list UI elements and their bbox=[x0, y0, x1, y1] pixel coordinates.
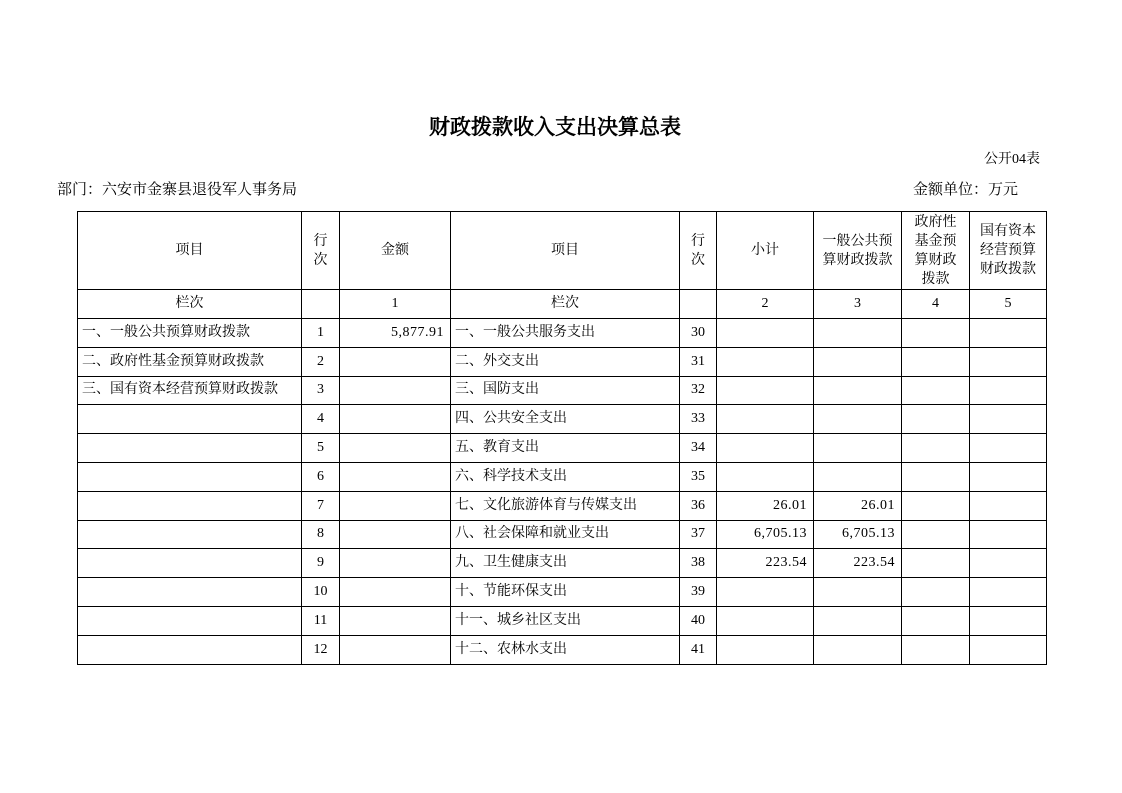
expense-item-cell: 十二、农林水支出 bbox=[451, 635, 680, 664]
header-label: 行次 bbox=[313, 233, 328, 268]
expense-line-cell: 37 bbox=[680, 520, 717, 549]
income-amount-cell: 5,877.91 bbox=[340, 319, 451, 348]
income-amount-cell bbox=[340, 347, 451, 376]
expense-line-cell: 40 bbox=[680, 606, 717, 635]
income-item-cell bbox=[78, 405, 302, 434]
table-row bbox=[78, 606, 1047, 635]
gov-fund-cell bbox=[902, 606, 970, 635]
header-gov-fund bbox=[902, 212, 970, 290]
subtotal-cell bbox=[717, 606, 814, 635]
index-gov-fund: 4 bbox=[902, 290, 970, 319]
income-line-cell: 11 bbox=[302, 606, 340, 635]
expense-item-cell: 十、节能环保支出 bbox=[451, 578, 680, 607]
gov-fund-cell bbox=[902, 319, 970, 348]
expense-line-cell: 31 bbox=[680, 347, 717, 376]
table-row bbox=[78, 635, 1047, 664]
subtotal-cell: 6,705.13 bbox=[717, 520, 814, 549]
state-capital-cell bbox=[970, 491, 1047, 520]
state-capital-cell bbox=[970, 520, 1047, 549]
gov-fund-cell bbox=[902, 347, 970, 376]
expense-item-cell: 三、国防支出 bbox=[451, 376, 680, 405]
expense-item-cell: 七、文化旅游体育与传媒支出 bbox=[451, 491, 680, 520]
income-amount-cell bbox=[340, 462, 451, 491]
income-item-cell bbox=[78, 606, 302, 635]
income-line-cell: 6 bbox=[302, 462, 340, 491]
income-amount-cell bbox=[340, 635, 451, 664]
general-budget-cell: 223.54 bbox=[814, 549, 902, 578]
header-row bbox=[78, 212, 1047, 290]
income-line-cell: 3 bbox=[302, 376, 340, 405]
expense-line-cell: 34 bbox=[680, 434, 717, 463]
header-general-budget bbox=[814, 212, 902, 290]
income-line-cell: 8 bbox=[302, 520, 340, 549]
income-item-cell bbox=[78, 434, 302, 463]
expense-line-cell: 36 bbox=[680, 491, 717, 520]
income-line-cell: 4 bbox=[302, 405, 340, 434]
table-body bbox=[78, 319, 1047, 665]
income-item-cell bbox=[78, 462, 302, 491]
income-item-cell bbox=[78, 491, 302, 520]
expense-item-cell: 五、教育支出 bbox=[451, 434, 680, 463]
expense-item-cell: 八、社会保障和就业支出 bbox=[451, 520, 680, 549]
income-amount-cell bbox=[340, 606, 451, 635]
income-line-cell: 2 bbox=[302, 347, 340, 376]
income-amount-cell bbox=[340, 491, 451, 520]
state-capital-cell bbox=[970, 434, 1047, 463]
income-amount-cell bbox=[340, 549, 451, 578]
subtotal-cell bbox=[717, 405, 814, 434]
table-row bbox=[78, 319, 1047, 348]
state-capital-cell bbox=[970, 462, 1047, 491]
index-income-amount: 1 bbox=[340, 290, 451, 319]
expense-line-cell: 38 bbox=[680, 549, 717, 578]
expense-item-cell: 九、卫生健康支出 bbox=[451, 549, 680, 578]
index-subtotal: 2 bbox=[717, 290, 814, 319]
income-line-cell: 5 bbox=[302, 434, 340, 463]
expense-line-cell: 41 bbox=[680, 635, 717, 664]
budget-summary-table bbox=[77, 211, 1047, 665]
income-item-cell bbox=[78, 549, 302, 578]
state-capital-cell bbox=[970, 376, 1047, 405]
gov-fund-cell bbox=[902, 434, 970, 463]
expense-item-cell: 四、公共安全支出 bbox=[451, 405, 680, 434]
general-budget-cell bbox=[814, 376, 902, 405]
subtotal-cell bbox=[717, 319, 814, 348]
expense-line-cell: 32 bbox=[680, 376, 717, 405]
gov-fund-cell bbox=[902, 549, 970, 578]
header-income-amount: 金额 bbox=[340, 212, 451, 290]
general-budget-cell bbox=[814, 434, 902, 463]
expense-line-cell: 30 bbox=[680, 319, 717, 348]
income-amount-cell bbox=[340, 520, 451, 549]
general-budget-cell bbox=[814, 405, 902, 434]
income-amount-cell bbox=[340, 578, 451, 607]
table-row bbox=[78, 347, 1047, 376]
income-item-cell: 一、一般公共预算财政拨款 bbox=[78, 319, 302, 348]
income-line-cell: 9 bbox=[302, 549, 340, 578]
income-line-cell: 1 bbox=[302, 319, 340, 348]
subtotal-cell bbox=[717, 434, 814, 463]
table-row bbox=[78, 405, 1047, 434]
income-line-cell: 12 bbox=[302, 635, 340, 664]
department-label: 部门：六安市金寨县退役军人事务局 bbox=[57, 182, 298, 198]
expense-line-cell: 39 bbox=[680, 578, 717, 607]
index-income-line bbox=[302, 290, 340, 319]
header-expense-line bbox=[680, 212, 717, 290]
income-item-cell bbox=[78, 520, 302, 549]
gov-fund-cell bbox=[902, 376, 970, 405]
header-subtotal: 小计 bbox=[717, 212, 814, 290]
index-income-item: 栏次 bbox=[78, 290, 302, 319]
subtotal-cell bbox=[717, 376, 814, 405]
table-row bbox=[78, 549, 1047, 578]
table-row bbox=[78, 376, 1047, 405]
amount-unit-label: 金额单位：万元 bbox=[913, 182, 1019, 198]
gov-fund-cell bbox=[902, 578, 970, 607]
page-title: 财政拨款收入支出决算总表 bbox=[429, 115, 681, 139]
table-row bbox=[78, 520, 1047, 549]
gov-fund-cell bbox=[902, 635, 970, 664]
subtotal-cell bbox=[717, 347, 814, 376]
state-capital-cell bbox=[970, 606, 1047, 635]
subtotal-cell bbox=[717, 462, 814, 491]
table-row bbox=[78, 462, 1047, 491]
table-row bbox=[78, 491, 1047, 520]
general-budget-cell bbox=[814, 578, 902, 607]
subtotal-cell: 223.54 bbox=[717, 549, 814, 578]
general-budget-cell: 6,705.13 bbox=[814, 520, 902, 549]
general-budget-cell bbox=[814, 462, 902, 491]
header-income-line bbox=[302, 212, 340, 290]
income-amount-cell bbox=[340, 405, 451, 434]
general-budget-cell bbox=[814, 347, 902, 376]
income-item-cell: 三、国有资本经营预算财政拨款 bbox=[78, 376, 302, 405]
state-capital-cell bbox=[970, 635, 1047, 664]
state-capital-cell bbox=[970, 347, 1047, 376]
income-amount-cell bbox=[340, 434, 451, 463]
subtotal-cell bbox=[717, 578, 814, 607]
header-income-item: 项目 bbox=[78, 212, 302, 290]
header-state-capital bbox=[970, 212, 1047, 290]
header-label: 一般公共预算财政拨款 bbox=[822, 233, 893, 268]
general-budget-cell bbox=[814, 606, 902, 635]
form-code: 公开04表 bbox=[984, 152, 1040, 167]
income-line-cell: 7 bbox=[302, 491, 340, 520]
general-budget-cell bbox=[814, 635, 902, 664]
expense-line-cell: 35 bbox=[680, 462, 717, 491]
index-general-budget: 3 bbox=[814, 290, 902, 319]
gov-fund-cell bbox=[902, 520, 970, 549]
income-amount-cell bbox=[340, 376, 451, 405]
column-index-row bbox=[78, 290, 1047, 319]
table-row bbox=[78, 434, 1047, 463]
expense-line-cell: 33 bbox=[680, 405, 717, 434]
header-label: 行次 bbox=[691, 233, 705, 268]
header-label: 国有资本经营预算财政拨款 bbox=[980, 224, 1036, 277]
subtotal-cell: 26.01 bbox=[717, 491, 814, 520]
header-label: 政府性基金预算财政拨款 bbox=[914, 214, 957, 287]
expense-item-cell: 二、外交支出 bbox=[451, 347, 680, 376]
index-state-capital: 5 bbox=[970, 290, 1047, 319]
index-expense-line bbox=[680, 290, 717, 319]
subtotal-cell bbox=[717, 635, 814, 664]
income-item-cell: 二、政府性基金预算财政拨款 bbox=[78, 347, 302, 376]
gov-fund-cell bbox=[902, 462, 970, 491]
gov-fund-cell bbox=[902, 491, 970, 520]
general-budget-cell: 26.01 bbox=[814, 491, 902, 520]
expense-item-cell: 一、一般公共服务支出 bbox=[451, 319, 680, 348]
table-row bbox=[78, 578, 1047, 607]
header-expense-item: 项目 bbox=[451, 212, 680, 290]
state-capital-cell bbox=[970, 319, 1047, 348]
income-item-cell bbox=[78, 635, 302, 664]
state-capital-cell bbox=[970, 578, 1047, 607]
state-capital-cell bbox=[970, 405, 1047, 434]
expense-item-cell: 六、科学技术支出 bbox=[451, 462, 680, 491]
expense-item-cell: 十一、城乡社区支出 bbox=[451, 606, 680, 635]
gov-fund-cell bbox=[902, 405, 970, 434]
income-item-cell bbox=[78, 578, 302, 607]
state-capital-cell bbox=[970, 549, 1047, 578]
general-budget-cell bbox=[814, 319, 902, 348]
index-expense-item: 栏次 bbox=[451, 290, 680, 319]
income-line-cell: 10 bbox=[302, 578, 340, 607]
